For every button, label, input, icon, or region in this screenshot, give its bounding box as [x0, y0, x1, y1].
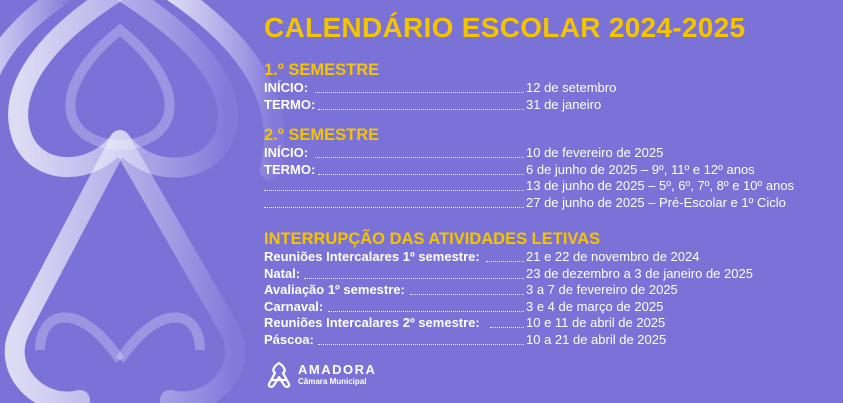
amadora-emblem-icon — [266, 361, 292, 389]
row-label: Natal: — [264, 265, 301, 281]
dotted-leader — [410, 294, 524, 295]
schedule-row — [264, 96, 602, 114]
row-value: 31 de janeiro — [526, 96, 602, 112]
logo-name: AMADORA — [298, 362, 377, 377]
dotted-leader — [490, 327, 524, 328]
semester-2-section — [264, 126, 795, 211]
interruptions-section — [264, 230, 753, 348]
schedule-row — [264, 331, 667, 349]
row-label: Carnaval: — [264, 298, 324, 314]
dotted-leader — [315, 157, 524, 158]
schedule-row — [264, 161, 755, 179]
semester-1-heading: 1.º SEMESTRE — [264, 61, 380, 79]
amadora-logo — [266, 361, 376, 389]
dotted-leader — [318, 344, 524, 345]
row-value: 12 de setembro — [526, 80, 617, 95]
row-value: 6 de junho de 2025 – 9º, 11º e 12º anos — [526, 161, 755, 177]
schedule-row — [264, 282, 678, 299]
row-value: 23 de dezembro a 3 de janeiro de 2025 — [526, 265, 753, 281]
dotted-leader — [264, 207, 524, 208]
dotted-leader — [264, 190, 524, 191]
dotted-leader — [318, 109, 524, 110]
schedule-row — [264, 145, 664, 162]
row-value: 13 de junho de 2025 – 5º, 6º, 7º, 8º e 10º anos — [526, 178, 795, 193]
row-label: Reuniões Intercalares 1º semestre: — [264, 249, 480, 264]
logo-subtitle: Câmara Municipal — [298, 377, 367, 386]
row-value: 10 a 21 de abril de 2025 — [526, 331, 667, 347]
row-label: Reuniões Intercalares 2º semestre: — [264, 315, 480, 330]
dotted-leader — [315, 92, 524, 93]
dotted-leader — [304, 278, 524, 279]
row-value: 21 e 22 de novembro de 2024 — [526, 249, 700, 264]
row-label: Avaliação 1º semestre: — [264, 282, 405, 297]
interruptions-heading: INTERRUPÇÃO DAS ATIVIDADES LETIVAS — [264, 230, 601, 248]
schedule-row — [264, 80, 617, 97]
row-value: 27 de junho de 2025 – Pré-Escolar e 1º Ciclo — [526, 194, 786, 210]
row-label: TERMO: — [264, 96, 316, 112]
semester-2-heading: 2.º SEMESTRE — [264, 126, 380, 144]
dotted-leader — [318, 174, 524, 175]
schedule-row — [264, 178, 795, 195]
row-label: INÍCIO: — [264, 145, 309, 160]
row-label: TERMO: — [264, 161, 316, 177]
schedule-row — [264, 194, 786, 212]
dotted-leader — [328, 311, 524, 312]
row-value: 10 de fevereiro de 2025 — [526, 145, 664, 160]
schedule-row — [264, 249, 700, 266]
schedule-row — [264, 265, 753, 283]
schedule-row — [264, 315, 666, 332]
row-value: 3 a 7 de fevereiro de 2025 — [526, 282, 678, 297]
schedule-row — [264, 298, 664, 316]
row-label: INÍCIO: — [264, 80, 309, 95]
page-title: CALENDÁRIO ESCOLAR 2024-2025 — [264, 12, 746, 43]
semester-1-section — [264, 61, 617, 113]
dotted-leader — [486, 261, 524, 262]
row-value: 10 e 11 de abril de 2025 — [526, 315, 666, 330]
row-label: Páscoa: — [264, 331, 314, 347]
row-value: 3 e 4 de março de 2025 — [526, 298, 664, 314]
